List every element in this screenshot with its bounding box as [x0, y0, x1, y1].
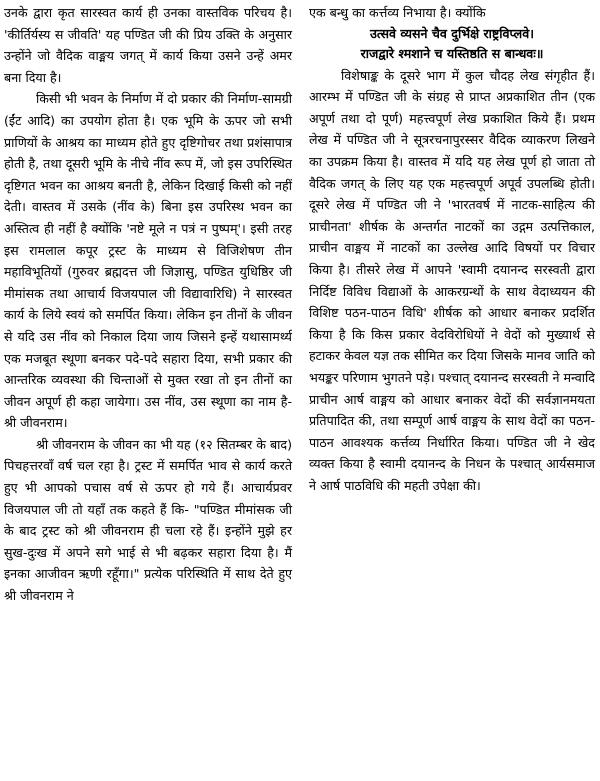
- paragraph-4: विशेषाङ्क के दूसरे भाग में कुल चौदह लेख संगृहीत हैं। आरम्भ में पण्डित जी के संग्रह से प्राप्त अप्रकाशित तीन (एक अपूर्ण तथा दो पूर्ण) महत्त्वपूर्ण लेख प्रकाशित किये हैं। प्रथम लेख में पण्डित जी ने सूत्ररचनापुरस्सर वैदिक व्याकरण लिखने का उपक्रम किया है। वास्तव में यदि यह लेख पूर्ण हो जाता तो वैदिक जगत् के लिए यह एक महत्त्वपूर्ण अपूर्व उपलब्धि होती। दूसरे लेख में पण्डित जी ने 'भारतवर्ष में नाटक-साहित्य की प्राचीनता' शीर्षक के अन्तर्गत नाटकों का उद्गम उत्पत्तिकाल, प्राचीन वाङ्मय में नाटकों का उल्लेख आदि विषयों पर विचार किया है। तीसरे लेख में आपने 'स्वामी दयानन्द सरस्वती द्वारा निर्दिष्ट विविध विद्याओं के आकरग्रन्थों के साथ वेदाध्ययन की विशिष्ट पठन-पाठन विधि' शीर्षक को आधार बनाकर प्रदर्शित किया है कि किस प्रकार वेदविरोधियों ने वेदों को मुख्यार्थ से हटाकर केवल यज्ञ तक सीमित कर दिया जिसके मानव जाति को भयङ्कर परिणाम भुगतने पड़े। पश्चात् दयानन्द सरस्वती ने मन्वादि प्राचीन आर्ष वाङ्मय को आधार बनाकर वेदों की सर्वज्ञानमयता प्रतिपादित की, तथा सम्पूर्ण आर्ष वाङ्मय के साथ वेदों का पठन-पाठन आवश्यक कर्त्तव्य निर्धारित किया। पण्डित जी ने खेद व्यक्त किया है स्वामी दयानन्द के निधन के पश्चात् आर्यसमाज ने आर्ष पाठविधि की महती उपेक्षा की।: [309, 67, 595, 493]
- paragraph-1: उनके द्वारा कृत सारस्वत कार्य ही उनका वास्तविक परिचय है। 'कीर्तिर्यस्य स जीवति' यह पण्डित जी की प्रिय उक्ति के अनुसार उन्होंने जो वैदिक वाङ्मय जगत् में कार्य किया उसने उन्हें अमर बना दिया है।: [4, 5, 292, 85]
- paragraph-3: श्री जीवनराम के जीवन का भी यह (१२ सितम्बर के बाद) पिचहत्तरवाँ वर्ष चल रहा है। ट्रस्ट में समर्पित भाव से कार्य करते हुए भी आपको पचास वर्ष से ऊपर हो गये हैं। आचार्यप्रवर विजयपाल जी तो यहाँ तक कहते हैं कि- "पण्डित मीमांसक जी के बाद ट्रस्ट को श्री जीवनराम ही चला रहे हैं। इन्होंने मुझे हर सुख-दुःख में अपने सगे भाई से भी बढ़कर सहारा दिया है। मैं इनका आजीवन ऋणी रहूँगा।" प्रत्येक परिस्थिति में साथ देते हुए श्री जीवनराम ने: [4, 436, 292, 604]
- paragraph-2: किसी भी भवन के निर्माण में दो प्रकार की निर्माण-सामग्री (ईंट आदि) का उपयोग होता है। एक भूमि के ऊपर जो सभी प्राणियों के आश्रय का माध्यम होते हुए दृष्टिगोचर तथा प्रशंसापात्र होती है, तथा दूसरी भूमि के नीचे नींव रूप में, जो इस उपरिस्थित दृष्टिगत भवन का आश्रय बनती है, लेकिन दिखाई किसी को नहीं देती। वास्तव में उसके (नींव के) बिना इस उपरिस्थ भवन का अस्तित्व ही नहीं है क्योंकि 'नष्टे मूले न पत्रं न पुष्पम्'। इसी तरह इस रामलाल कपूर ट्रस्ट के माध्यम से विजिशेषण तीन महाविभूतियों (गुरुवर ब्रह्मदत्त जी जिज्ञासु, पण्डित युधिष्ठिर जी मीमांसक तथा आचार्य विजयपाल जी विद्यावारिधि) ने सारस्वत कार्य के लिये स्वयं को समर्पित किया। लेकिन इन तीनों के जीवन से यदि उस नींव को निकाल दिया जाय जिसने इन्हें यथासामर्थ्य एक मजबूत स्थूणा बनकर पदे-पदे सहारा दिया, सभी प्रकार की आन्तरिक व्यवस्था की चिन्ताओं से मुक्त रखा तो इन तीनों का जीवन अपूर्ण ही कहा जायेगा। उस नींव, उस स्थूणा का नाम है- श्री जीवनराम।: [4, 91, 292, 431]
- right-column: [309, 2, 595, 496]
- verse-line-2: राजद्वारे श्मशाने च यस्तिष्ठति स बान्धवः॥: [360, 45, 544, 61]
- sanskrit-verse: [309, 24, 595, 64]
- verse-line-1: उत्सवे व्यसने चैव दुर्भिक्षे राष्ट्रविप्लवे।: [370, 25, 534, 41]
- intro-line: एक बन्धु का कर्त्तव्य निभाया है। क्योंकि: [309, 5, 486, 20]
- left-column: [4, 2, 292, 607]
